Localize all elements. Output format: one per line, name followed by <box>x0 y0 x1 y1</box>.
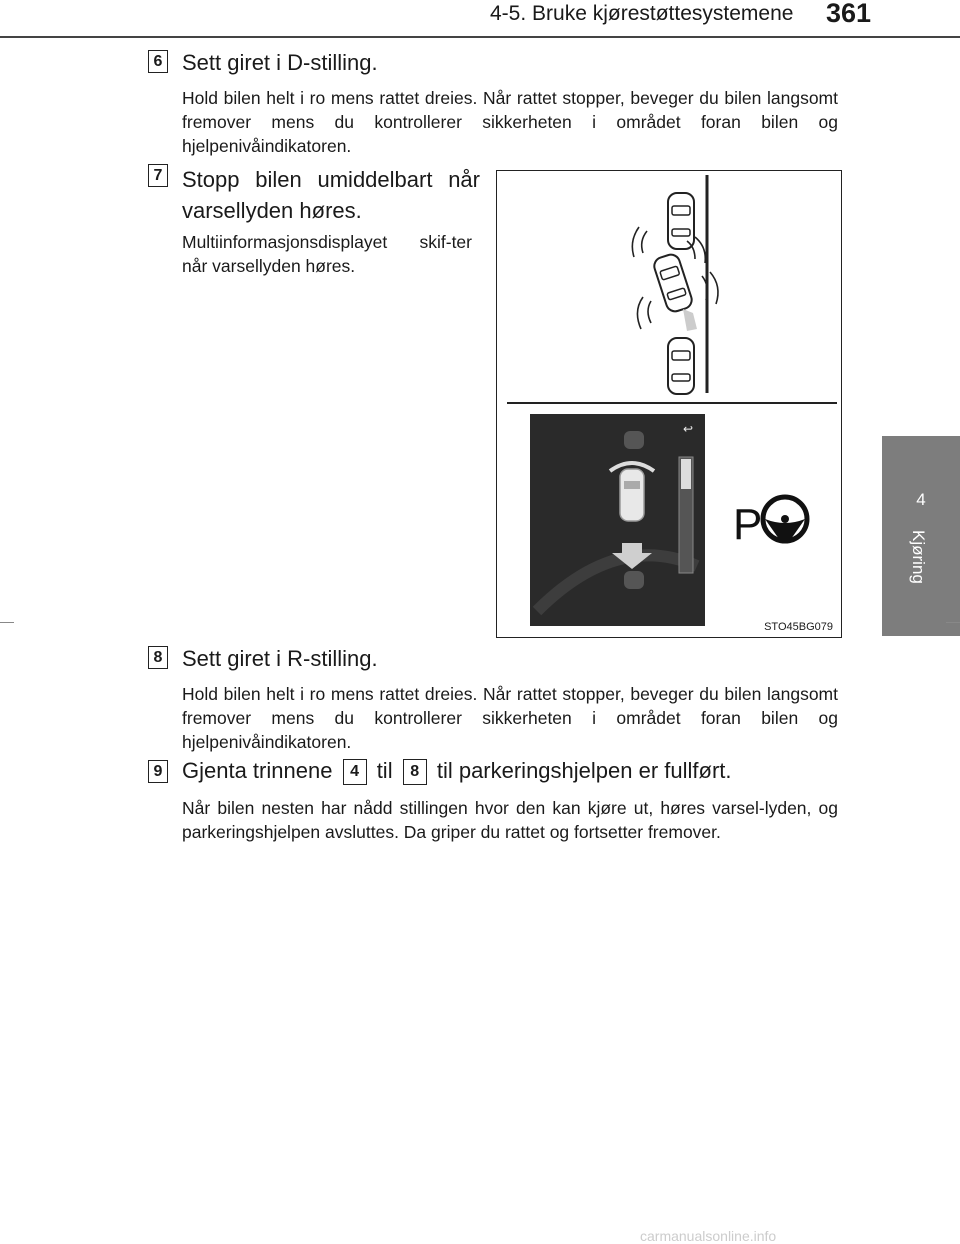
step-9-title-mid: til <box>376 758 393 783</box>
header-rule <box>0 36 960 38</box>
step-8-title: Sett giret i R-stilling. <box>182 646 378 671</box>
chapter-number: 4 <box>916 490 926 509</box>
step-7-text: Multiinformasjonsdisplayet skif-ter når varsellyden høres. <box>182 232 472 276</box>
step-9-title <box>182 758 732 785</box>
step-ref-4: 4 <box>343 759 367 785</box>
footer-watermark: carmanualsonline.info <box>640 1228 777 1244</box>
steering-wheel-icon <box>763 497 807 541</box>
step-6-title: Sett giret i D-stilling. <box>182 50 378 75</box>
chapter-tab <box>882 436 960 636</box>
step-6-text: Hold bilen helt i ro mens rattet dreies. Når rattet stopper, beveger du bilen langsomt fremover mens du kontrollerer sikkerheten i området foran bilen og hjelpenivåindikatoren. <box>182 88 838 156</box>
parking-assist-illustration <box>496 170 842 638</box>
chapter-label: Kjøring <box>909 530 928 584</box>
page-number: 361 <box>826 0 872 28</box>
section-title: 4-5. Bruke kjørestøttesystemene <box>490 2 794 25</box>
park-indicator-letter: P <box>733 500 763 549</box>
step-number-6: 6 <box>148 50 168 73</box>
step-9-title-start: Gjenta trinnene <box>182 758 333 783</box>
step-number-8: 8 <box>148 646 168 669</box>
step-9-text: Når bilen nesten har nådd stillingen hvor den kan kjøre ut, høres varsel-lyden, og parkeringshjelpen avsluttes. Da griper du rattet og fortsetter fremover. <box>182 798 838 842</box>
crop-mark-right <box>946 622 960 623</box>
step-8-text: Hold bilen helt i ro mens rattet dreies. Når rattet stopper, beveger du bilen langsomt fremover mens du kontrollerer sikkerheten i området foran bilen og hjelpenivåindikatoren. <box>182 684 838 752</box>
step-number-9: 9 <box>148 760 168 783</box>
step-number-7: 7 <box>148 164 168 187</box>
step-9-title-end: til parkeringshjelpen er fullført. <box>436 758 732 783</box>
figure-code: STO45BG079 <box>764 621 833 633</box>
svg-text:↩: ↩ <box>683 422 694 436</box>
step-7-title: Stopp bilen umiddelbart når varsellyden høres. <box>182 167 480 223</box>
crop-mark-left <box>0 622 14 623</box>
parking-scene-drawing <box>497 171 840 636</box>
step-ref-8: 8 <box>403 759 427 785</box>
